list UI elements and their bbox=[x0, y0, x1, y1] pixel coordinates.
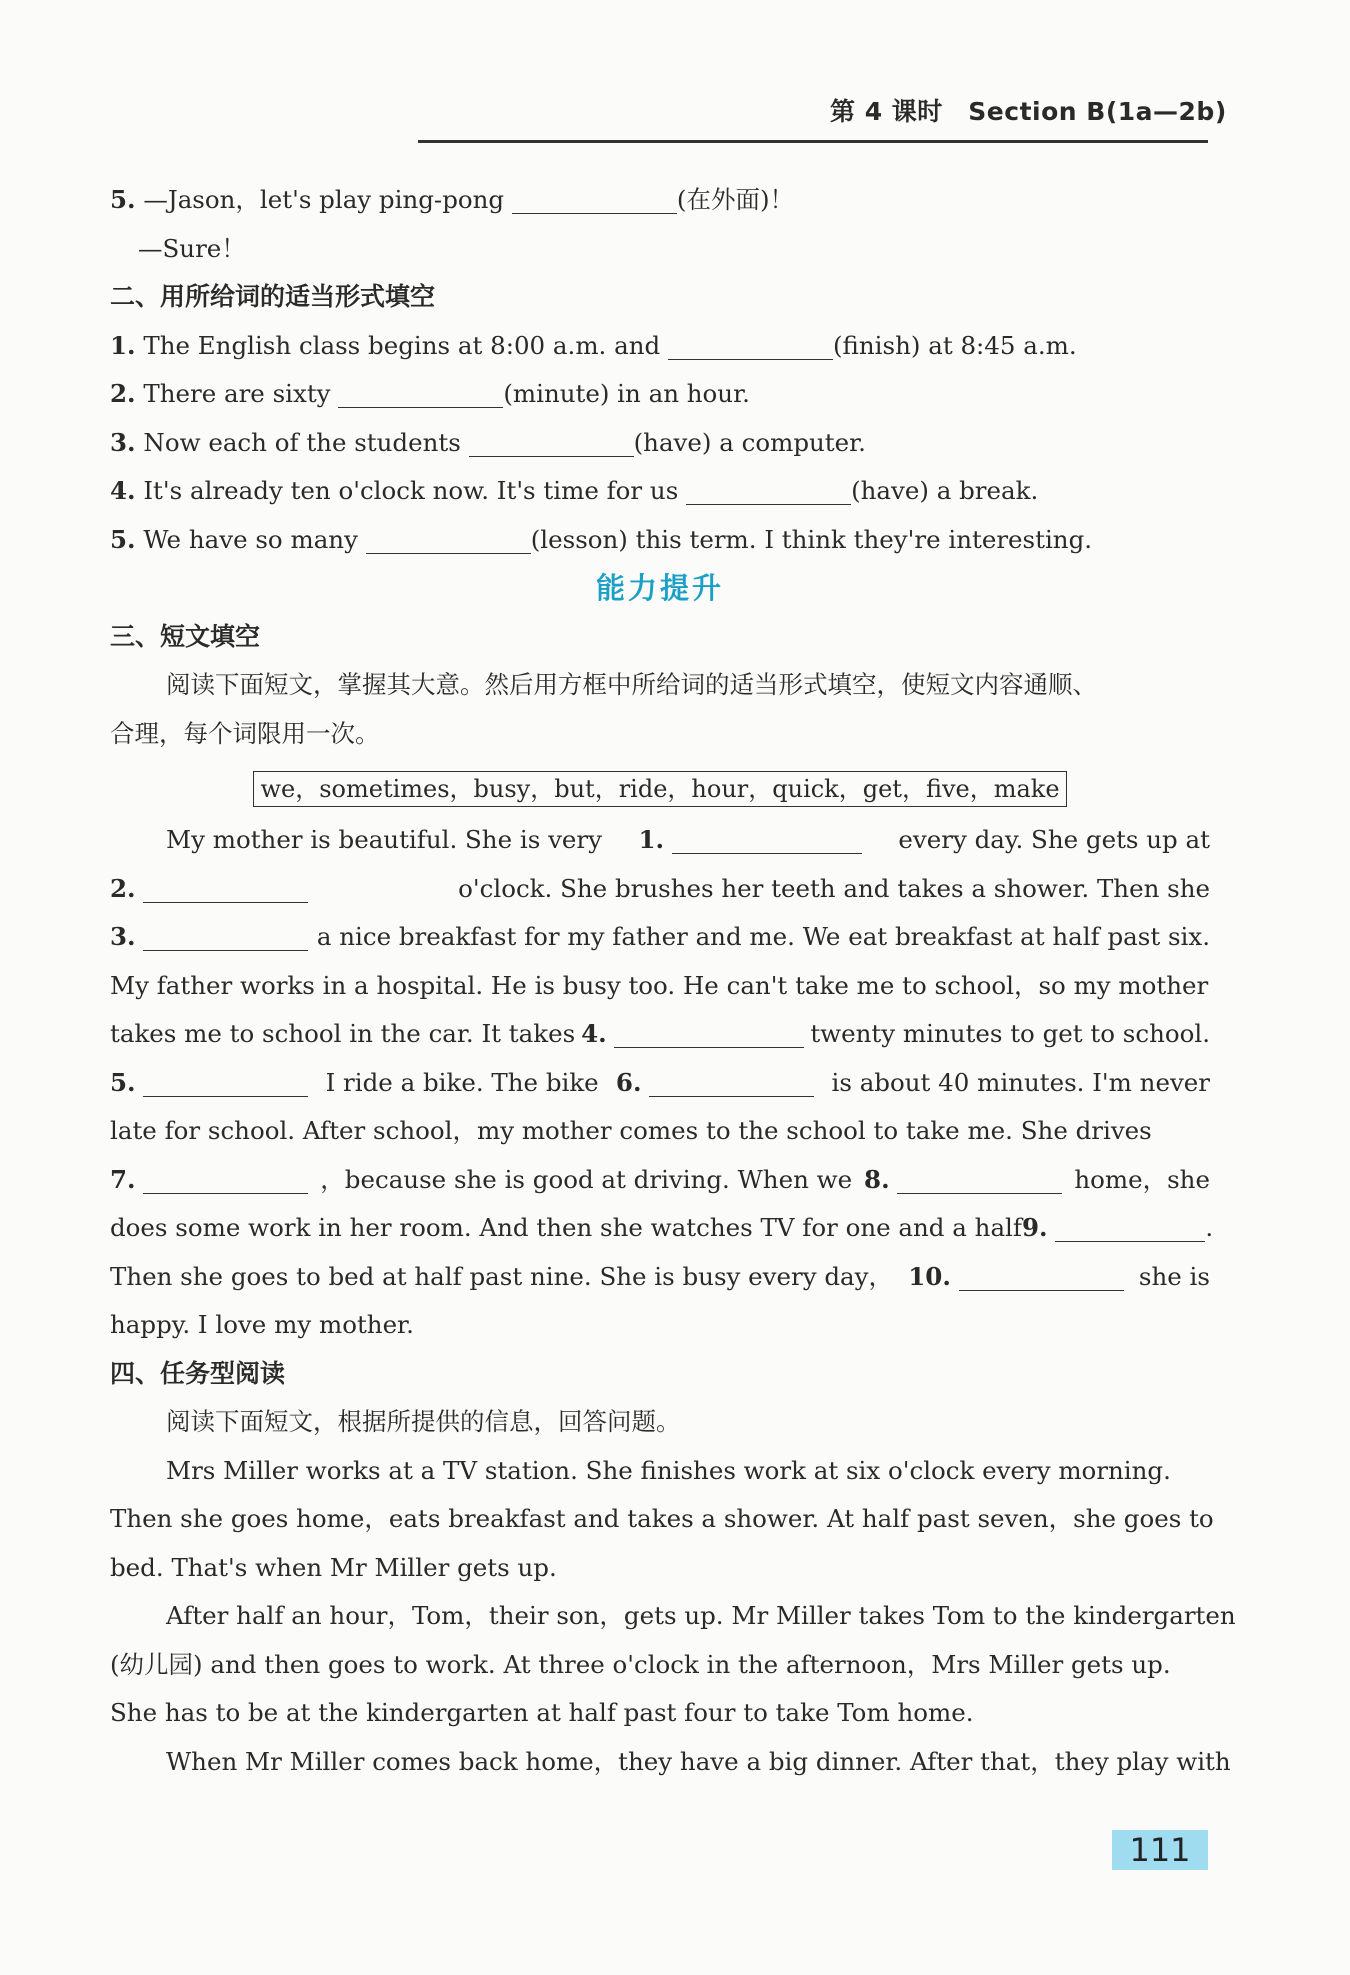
passage-text: I ride a bike. The bike bbox=[325, 1067, 599, 1097]
page-content bbox=[110, 176, 1236, 1786]
part3-heading: 三、短文填空 bbox=[110, 621, 261, 651]
part4-instruction: 阅读下面短文，根据所提供的信息，回答问题。 bbox=[166, 1407, 681, 1436]
part2-item bbox=[110, 322, 1210, 371]
item-text: The English class begins at 8:00 a.m. and bbox=[143, 330, 661, 360]
part4-heading: 四、任务型阅读 bbox=[110, 1358, 286, 1388]
passage-text: she is bbox=[1138, 1261, 1210, 1291]
passage-text: My father works in a hospital. He is busy too. He can't take me to school，so my mother bbox=[110, 970, 1209, 1000]
passage-line bbox=[110, 1301, 1210, 1350]
reading-line: (幼儿园) and then goes to work. At three o'clock in the afternoon，Mrs Miller gets up. bbox=[110, 1649, 1171, 1679]
blank-number: 10. bbox=[908, 1261, 951, 1291]
reading-line: After half an hour，Tom，their son，gets up. Mr Miller takes Tom to the kindergarten bbox=[166, 1601, 1236, 1630]
passage-line bbox=[110, 865, 1210, 914]
blank-number: 9. bbox=[1021, 1213, 1048, 1242]
answer-blank-8[interactable] bbox=[897, 1165, 1062, 1194]
item-hint: (在外面)！ bbox=[676, 185, 795, 214]
answer-blank-10[interactable] bbox=[959, 1262, 1124, 1291]
answer-blank-2[interactable] bbox=[143, 874, 308, 903]
passage-text: does some work in her room. And then she watches TV for one and a half bbox=[110, 1213, 1022, 1242]
item-hint: (lesson) this term. I think they're interesting. bbox=[530, 524, 1093, 554]
passage-text: My mother is beautiful. She is very bbox=[166, 825, 602, 854]
answer-blank[interactable] bbox=[512, 185, 677, 214]
part2-item bbox=[110, 370, 1210, 419]
blank-number: 3. bbox=[110, 922, 136, 951]
blank-number: 4. bbox=[581, 1019, 607, 1048]
passage-line bbox=[110, 1253, 1210, 1302]
item-number: 1. bbox=[110, 330, 136, 360]
passage-text: home，she bbox=[1074, 1164, 1210, 1194]
answer-blank[interactable] bbox=[366, 525, 531, 554]
answer-blank[interactable] bbox=[686, 476, 851, 505]
answer-blank[interactable] bbox=[338, 379, 503, 408]
passage-text: ，because she is good at driving. When we bbox=[320, 1164, 853, 1194]
item-text: We have so many bbox=[143, 524, 358, 554]
page-number: 111 bbox=[1112, 1830, 1208, 1870]
reading-line: She has to be at the kindergarten at half past four to take Tom home. bbox=[110, 1698, 974, 1727]
passage-text: late for school. After school，my mother comes to the school to take me. She drives bbox=[110, 1116, 1152, 1145]
blank-number: 7. bbox=[110, 1164, 136, 1194]
passage-text: is about 40 minutes. I'm never bbox=[831, 1067, 1210, 1097]
answer-blank-3[interactable] bbox=[143, 922, 308, 951]
item-text: It's already ten o'clock now. It's time for us bbox=[143, 476, 679, 505]
passage-text: a nice breakfast for my father and me. We eat breakfast at half past six. bbox=[316, 922, 1210, 951]
header-rule bbox=[418, 140, 1208, 143]
reading-line: Mrs Miller works at a TV station. She finishes work at six o'clock every morning. bbox=[166, 1455, 1171, 1485]
passage-line bbox=[110, 1059, 1210, 1108]
passage-text: twenty minutes to get to school. bbox=[810, 1019, 1210, 1048]
item-number: 4. bbox=[110, 476, 136, 505]
reading-line: When Mr Miller comes back home，they have a big dinner. After that，they play with bbox=[166, 1746, 1231, 1776]
part3-instruction: 阅读下面短文，掌握其大意。然后用方框中所给词的适当形式填空，使短文内容通顺、 bbox=[166, 670, 1097, 699]
answer-blank-9[interactable] bbox=[1055, 1213, 1205, 1242]
answer-blank-5[interactable] bbox=[143, 1068, 308, 1097]
item-hint: (have) a computer. bbox=[633, 427, 866, 457]
q5-reply: —Sure！ bbox=[138, 233, 246, 263]
passage-text: every day. She gets up at bbox=[898, 825, 1210, 854]
passage-text: takes me to school in the car. It takes bbox=[110, 1019, 576, 1048]
item-hint: (finish) at 8:45 a.m. bbox=[833, 330, 1077, 360]
answer-blank[interactable] bbox=[469, 428, 634, 457]
answer-blank-4[interactable] bbox=[614, 1019, 804, 1048]
item-text: —Jason，let's play ping-pong bbox=[143, 185, 505, 214]
blank-number: 5. bbox=[110, 1067, 136, 1097]
answer-blank-7[interactable] bbox=[143, 1165, 308, 1194]
q5-line bbox=[110, 176, 1210, 225]
item-number: 3. bbox=[110, 427, 136, 457]
reading-line: bed. That's when Mr Miller gets up. bbox=[110, 1552, 557, 1582]
answer-blank[interactable] bbox=[668, 331, 833, 360]
item-number: 5. bbox=[110, 524, 136, 554]
word-box-row bbox=[110, 758, 1210, 816]
blank-number: 1. bbox=[638, 825, 665, 854]
passage-line bbox=[110, 913, 1210, 962]
item-hint: (minute) in an hour. bbox=[503, 379, 750, 408]
passage-text: o'clock. She brushes her teeth and takes a shower. Then she bbox=[458, 873, 1210, 903]
passage-line bbox=[110, 1010, 1210, 1059]
page-header: 第 4 课时 Section B(1a—2b) bbox=[830, 97, 1227, 126]
passage-line bbox=[110, 816, 1210, 865]
item-text: Now each of the students bbox=[143, 427, 461, 457]
passage-line bbox=[110, 1204, 1214, 1253]
section-title: 能力提升 bbox=[595, 571, 724, 605]
part2-item bbox=[110, 467, 1210, 516]
word-box: we，sometimes，busy，but，ride，hour，quick，get，five，make bbox=[253, 771, 1066, 807]
passage-line bbox=[110, 962, 1210, 1011]
part2-heading: 二、用所给词的适当形式填空 bbox=[110, 282, 436, 311]
blank-number: 2. bbox=[110, 873, 136, 903]
passage-text: happy. I love my mother. bbox=[110, 1310, 414, 1339]
passage-line bbox=[110, 1156, 1210, 1205]
part2-item bbox=[110, 419, 1210, 468]
item-hint: (have) a break. bbox=[851, 476, 1039, 505]
blank-number: 8. bbox=[864, 1164, 890, 1194]
item-number: 2. bbox=[110, 379, 136, 408]
item-number: 5. bbox=[110, 185, 136, 214]
passage-line bbox=[110, 1107, 1210, 1156]
blank-number: 6. bbox=[615, 1067, 642, 1097]
reading-line: Then she goes home，eats breakfast and takes a shower. At half past seven，she goes to bbox=[110, 1504, 1214, 1533]
passage-text: . bbox=[1205, 1213, 1214, 1242]
answer-blank-1[interactable] bbox=[672, 825, 862, 854]
part3-instruction-cont: 合理，每个词限用一次。 bbox=[110, 718, 380, 748]
part2-item bbox=[110, 516, 1210, 565]
answer-blank-6[interactable] bbox=[649, 1068, 814, 1097]
item-text: There are sixty bbox=[143, 379, 331, 408]
passage-text: Then she goes to bed at half past nine. She is busy every day， bbox=[110, 1261, 893, 1291]
